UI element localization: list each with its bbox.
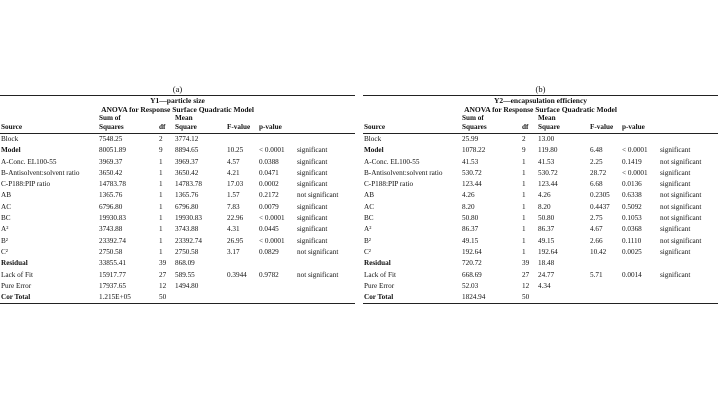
- value-cell: 0.5092: [622, 202, 642, 211]
- value-cell: 0.0002: [259, 180, 279, 189]
- source-cell: A-Conc. EL100-55: [364, 157, 420, 166]
- table-row: [363, 213, 718, 224]
- value-cell: 52.03: [462, 281, 479, 290]
- value-cell: 5.71: [590, 270, 603, 279]
- value-cell: [226, 134, 258, 146]
- value-cell: < 0.0001: [622, 146, 648, 155]
- value-cell: 13.00: [538, 135, 555, 143]
- value-cell: 22.96: [227, 214, 244, 223]
- source-cell: AC: [1, 202, 11, 211]
- table-row: [0, 270, 355, 281]
- value-cell: 0.0471: [259, 168, 279, 177]
- value-cell: 0.9782: [259, 270, 279, 279]
- value-cell: [296, 292, 355, 304]
- value-cell: not significant: [297, 270, 339, 279]
- value-cell: 1: [522, 157, 526, 166]
- source-cell: C-P188:PIP ratio: [364, 180, 414, 189]
- value-cell: 1: [159, 168, 163, 177]
- value-cell: 4.67: [590, 225, 603, 234]
- value-cell: 0.0079: [259, 202, 279, 211]
- table-body: [363, 96, 718, 304]
- table-row: [363, 270, 718, 281]
- value-cell: 1: [159, 247, 163, 256]
- value-cell: 0.0025: [622, 247, 642, 256]
- table-row: [363, 168, 718, 179]
- value-cell: [621, 281, 659, 292]
- column-header: F-value: [226, 114, 258, 134]
- value-cell: 2.25: [590, 157, 603, 166]
- source-cell: AB: [364, 191, 374, 200]
- value-cell: not significant: [660, 202, 702, 211]
- value-cell: 41.53: [538, 157, 555, 166]
- value-cell: 39: [522, 259, 530, 268]
- value-cell: 530.72: [462, 168, 482, 177]
- value-cell: 0.0136: [622, 180, 642, 189]
- source-cell: Block: [364, 135, 382, 143]
- value-cell: [296, 134, 355, 146]
- table-row: [363, 134, 718, 146]
- source-cell: AB: [1, 191, 11, 200]
- value-cell: significant: [297, 180, 328, 189]
- value-cell: 4.57: [227, 157, 240, 166]
- value-cell: 50: [158, 292, 174, 304]
- value-cell: 1.57: [227, 191, 240, 200]
- column-header: [659, 114, 718, 134]
- table-row: [0, 213, 355, 224]
- value-cell: 10.25: [227, 146, 244, 155]
- source-cell: C²: [1, 247, 8, 256]
- value-cell: 9: [159, 146, 163, 155]
- column-header: Source: [363, 114, 461, 134]
- value-cell: [537, 292, 589, 304]
- value-cell: 4.34: [538, 281, 551, 290]
- value-cell: 0.1419: [622, 157, 642, 166]
- value-cell: < 0.0001: [259, 236, 285, 245]
- value-cell: significant: [297, 214, 328, 223]
- value-cell: 4.26: [462, 191, 475, 200]
- source-cell: Residual: [364, 259, 391, 268]
- value-cell: 49.15: [538, 236, 555, 245]
- value-cell: not significant: [660, 214, 702, 223]
- value-cell: [589, 292, 621, 304]
- column-header: F-value: [589, 114, 621, 134]
- value-cell: 50.80: [538, 214, 555, 223]
- table-row: [363, 258, 718, 269]
- value-cell: 2.66: [590, 236, 603, 245]
- value-cell: 3774.12: [175, 135, 199, 143]
- value-cell: 1: [522, 225, 526, 234]
- source-cell: A-Conc. EL100-55: [1, 157, 57, 166]
- value-cell: [258, 134, 296, 146]
- value-cell: [659, 258, 718, 269]
- value-cell: 1: [159, 202, 163, 211]
- value-cell: 1: [159, 236, 163, 245]
- value-cell: [589, 281, 621, 292]
- value-cell: 1: [522, 168, 526, 177]
- column-header: Mean Square: [537, 114, 589, 134]
- value-cell: 0.4437: [590, 202, 610, 211]
- value-cell: 12: [522, 281, 530, 290]
- value-cell: 28.72: [590, 168, 607, 177]
- value-cell: 1365.76: [175, 191, 199, 200]
- value-cell: 0.0014: [622, 270, 642, 279]
- value-cell: 6.48: [590, 146, 603, 155]
- value-cell: 23392.74: [99, 236, 126, 245]
- table-row: [0, 179, 355, 190]
- value-cell: [296, 258, 355, 269]
- source-cell: B-Antisolvent:solvent ratio: [364, 168, 443, 177]
- value-cell: 4.21: [227, 168, 240, 177]
- value-cell: [621, 134, 659, 146]
- value-cell: not significant: [660, 236, 702, 245]
- source-cell: Model: [364, 146, 384, 155]
- value-cell: 0.2305: [590, 191, 610, 200]
- table-body: [0, 96, 355, 304]
- value-cell: 868.09: [175, 259, 195, 268]
- value-cell: 25.99: [462, 135, 479, 143]
- value-cell: 720.72: [462, 259, 482, 268]
- column-header: [296, 114, 355, 134]
- value-cell: 6796.80: [99, 202, 123, 211]
- source-cell: Lack of Fit: [1, 270, 33, 279]
- value-cell: 0.0445: [259, 225, 279, 234]
- value-cell: [659, 134, 718, 146]
- value-cell: [659, 292, 718, 304]
- table-row: [363, 157, 718, 168]
- value-cell: 0.0368: [622, 225, 642, 234]
- value-cell: 26.95: [227, 236, 244, 245]
- value-cell: significant: [297, 146, 328, 155]
- source-cell: Residual: [1, 259, 28, 268]
- value-cell: not significant: [660, 157, 702, 166]
- table-title-row: [363, 96, 718, 106]
- table-header-row: [0, 114, 355, 134]
- value-cell: 668.69: [462, 270, 482, 279]
- table-row: [0, 292, 355, 304]
- table-title-row: [0, 96, 355, 106]
- value-cell: 24.77: [538, 270, 555, 279]
- table-title: ANOVA for Response Surface Quadratic Model: [101, 105, 254, 114]
- table-row: [363, 202, 718, 213]
- value-cell: 3743.88: [99, 225, 123, 234]
- value-cell: 1: [522, 247, 526, 256]
- value-cell: 6796.80: [175, 202, 199, 211]
- value-cell: 1: [159, 180, 163, 189]
- value-cell: 41.53: [462, 157, 479, 166]
- source-cell: BC: [1, 214, 11, 223]
- value-cell: 192.64: [538, 247, 558, 256]
- value-cell: 1: [522, 180, 526, 189]
- value-cell: 123.44: [538, 180, 558, 189]
- value-cell: 1: [522, 214, 526, 223]
- value-cell: 119.80: [538, 146, 558, 155]
- value-cell: 6.68: [590, 180, 603, 189]
- table-row: [363, 224, 718, 235]
- value-cell: [258, 281, 296, 292]
- anova-table: [0, 95, 355, 304]
- value-cell: 19930.83: [175, 214, 202, 223]
- value-cell: 530.72: [538, 168, 558, 177]
- table-row: [363, 190, 718, 201]
- source-cell: Block: [1, 135, 19, 143]
- table-row: [0, 281, 355, 292]
- source-cell: Cor Total: [363, 292, 461, 304]
- table-row: [0, 224, 355, 235]
- value-cell: 14783.78: [175, 180, 202, 189]
- table-row: [363, 236, 718, 247]
- column-header: p-value: [258, 114, 296, 134]
- value-cell: significant: [660, 168, 691, 177]
- value-cell: 1: [522, 191, 526, 200]
- value-cell: [258, 258, 296, 269]
- column-header: df: [158, 114, 174, 134]
- source-cell: Cor Total: [0, 292, 98, 304]
- table-row: [363, 292, 718, 304]
- value-cell: 7548.25: [99, 135, 123, 143]
- value-cell: significant: [297, 236, 328, 245]
- value-cell: 0.3944: [227, 270, 247, 279]
- value-cell: 14783.78: [99, 180, 126, 189]
- panel-label: (b): [535, 84, 546, 94]
- value-cell: [226, 281, 258, 292]
- value-cell: 8.20: [538, 202, 551, 211]
- value-cell: [258, 292, 296, 304]
- column-header: Sum of Squares: [98, 114, 158, 134]
- table-row: [0, 202, 355, 213]
- panel-label: (a): [172, 84, 183, 94]
- value-cell: 49.15: [462, 236, 479, 245]
- value-cell: 1: [159, 214, 163, 223]
- value-cell: 50.80: [462, 214, 479, 223]
- value-cell: 9: [522, 146, 526, 155]
- value-cell: 3969.37: [99, 157, 123, 166]
- value-cell: significant: [660, 247, 691, 256]
- value-cell: < 0.0001: [622, 168, 648, 177]
- value-cell: 80051.89: [99, 146, 126, 155]
- table-title-row: [0, 105, 355, 114]
- value-cell: 3.17: [227, 247, 240, 256]
- value-cell: 2.75: [590, 214, 603, 223]
- value-cell: 1494.80: [175, 281, 199, 290]
- value-cell: 4.26: [538, 191, 551, 200]
- value-cell: not significant: [297, 247, 339, 256]
- value-cell: 4.31: [227, 225, 240, 234]
- value-cell: 1.215E+05: [98, 292, 158, 304]
- value-cell: 18.48: [538, 259, 555, 268]
- value-cell: 1: [522, 202, 526, 211]
- value-cell: 589.55: [175, 270, 195, 279]
- anova-table-encapsulation-efficiency: [363, 84, 718, 304]
- value-cell: 0.1053: [622, 214, 642, 223]
- source-cell: AC: [364, 202, 374, 211]
- value-cell: 1: [522, 236, 526, 245]
- value-cell: 2750.58: [99, 247, 123, 256]
- column-header: p-value: [621, 114, 659, 134]
- table-header-row: [363, 114, 718, 134]
- source-cell: BC: [364, 214, 374, 223]
- value-cell: 3650.42: [175, 168, 199, 177]
- source-cell: B²: [364, 236, 371, 245]
- source-cell: Pure Error: [364, 281, 395, 290]
- value-cell: 2750.58: [175, 247, 199, 256]
- value-cell: 1: [159, 157, 163, 166]
- value-cell: [621, 292, 659, 304]
- value-cell: 27: [159, 270, 167, 279]
- value-cell: 1: [159, 191, 163, 200]
- table-title-row: [363, 105, 718, 114]
- value-cell: 0.1110: [622, 236, 642, 245]
- value-cell: 2: [522, 135, 526, 143]
- source-cell: B²: [1, 236, 8, 245]
- value-cell: [659, 281, 718, 292]
- source-cell: C²: [364, 247, 371, 256]
- value-cell: not significant: [660, 191, 702, 200]
- value-cell: < 0.0001: [259, 146, 285, 155]
- table-row: [363, 179, 718, 190]
- value-cell: [621, 258, 659, 269]
- value-cell: [589, 134, 621, 146]
- value-cell: [174, 292, 226, 304]
- value-cell: 15917.77: [99, 270, 126, 279]
- value-cell: 1: [159, 225, 163, 234]
- value-cell: [296, 281, 355, 292]
- value-cell: 0.0829: [259, 247, 279, 256]
- column-header: Sum of Squares: [461, 114, 521, 134]
- table-row: [0, 236, 355, 247]
- value-cell: 0.6338: [622, 191, 642, 200]
- value-cell: 1365.76: [99, 191, 123, 200]
- value-cell: 1078.22: [462, 146, 486, 155]
- value-cell: 27: [522, 270, 530, 279]
- value-cell: < 0.0001: [259, 214, 285, 223]
- source-cell: A²: [364, 225, 372, 234]
- value-cell: 86.37: [538, 225, 555, 234]
- table-row: [0, 134, 355, 146]
- source-cell: B-Antisolvent:solvent ratio: [1, 168, 80, 177]
- value-cell: 39: [159, 259, 167, 268]
- source-cell: Pure Error: [1, 281, 32, 290]
- table-row: [363, 281, 718, 292]
- value-cell: 192.64: [462, 247, 482, 256]
- table-row: [0, 258, 355, 269]
- table-row: [0, 247, 355, 258]
- value-cell: 0.2172: [259, 191, 279, 200]
- column-header: Source: [0, 114, 98, 134]
- value-cell: 8.20: [462, 202, 475, 211]
- value-cell: not significant: [297, 191, 339, 200]
- value-cell: 8894.65: [175, 146, 199, 155]
- value-cell: significant: [297, 202, 328, 211]
- value-cell: 0.0388: [259, 157, 279, 166]
- table-title: Y1—particle size: [0, 96, 355, 106]
- table-title: ANOVA for Response Surface Quadratic Model: [464, 105, 617, 114]
- value-cell: [226, 258, 258, 269]
- anova-table-particle-size: [0, 84, 355, 304]
- value-cell: significant: [660, 270, 691, 279]
- anova-table: [363, 95, 718, 304]
- table-row: [0, 168, 355, 179]
- value-cell: 3743.88: [175, 225, 199, 234]
- value-cell: significant: [297, 157, 328, 166]
- source-cell: Model: [1, 146, 21, 155]
- table-row: [0, 145, 355, 156]
- value-cell: 33855.41: [99, 259, 126, 268]
- value-cell: [589, 258, 621, 269]
- table-row: [363, 247, 718, 258]
- value-cell: [226, 292, 258, 304]
- value-cell: significant: [660, 180, 691, 189]
- value-cell: significant: [660, 146, 691, 155]
- value-cell: 2: [159, 135, 163, 143]
- table-row: [0, 157, 355, 168]
- source-cell: A²: [1, 225, 9, 234]
- table-row: [363, 145, 718, 156]
- value-cell: 86.37: [462, 225, 479, 234]
- table-row: [0, 190, 355, 201]
- source-cell: C-P188:PIP ratio: [1, 180, 51, 189]
- value-cell: significant: [297, 168, 328, 177]
- column-header: df: [521, 114, 537, 134]
- column-header: Mean Square: [174, 114, 226, 134]
- value-cell: 12: [159, 281, 167, 290]
- value-cell: 10.42: [590, 247, 607, 256]
- value-cell: 3969.37: [175, 157, 199, 166]
- table-title: Y2—encapsulation efficiency: [363, 96, 718, 106]
- value-cell: 1824.94: [461, 292, 521, 304]
- value-cell: 7.83: [227, 202, 240, 211]
- value-cell: 123.44: [462, 180, 482, 189]
- value-cell: 50: [521, 292, 537, 304]
- value-cell: 19930.83: [99, 214, 126, 223]
- value-cell: significant: [297, 225, 328, 234]
- value-cell: 23392.74: [175, 236, 202, 245]
- source-cell: Lack of Fit: [364, 270, 396, 279]
- value-cell: significant: [660, 225, 691, 234]
- value-cell: 17.03: [227, 180, 244, 189]
- value-cell: 3650.42: [99, 168, 123, 177]
- value-cell: 17937.65: [99, 281, 126, 290]
